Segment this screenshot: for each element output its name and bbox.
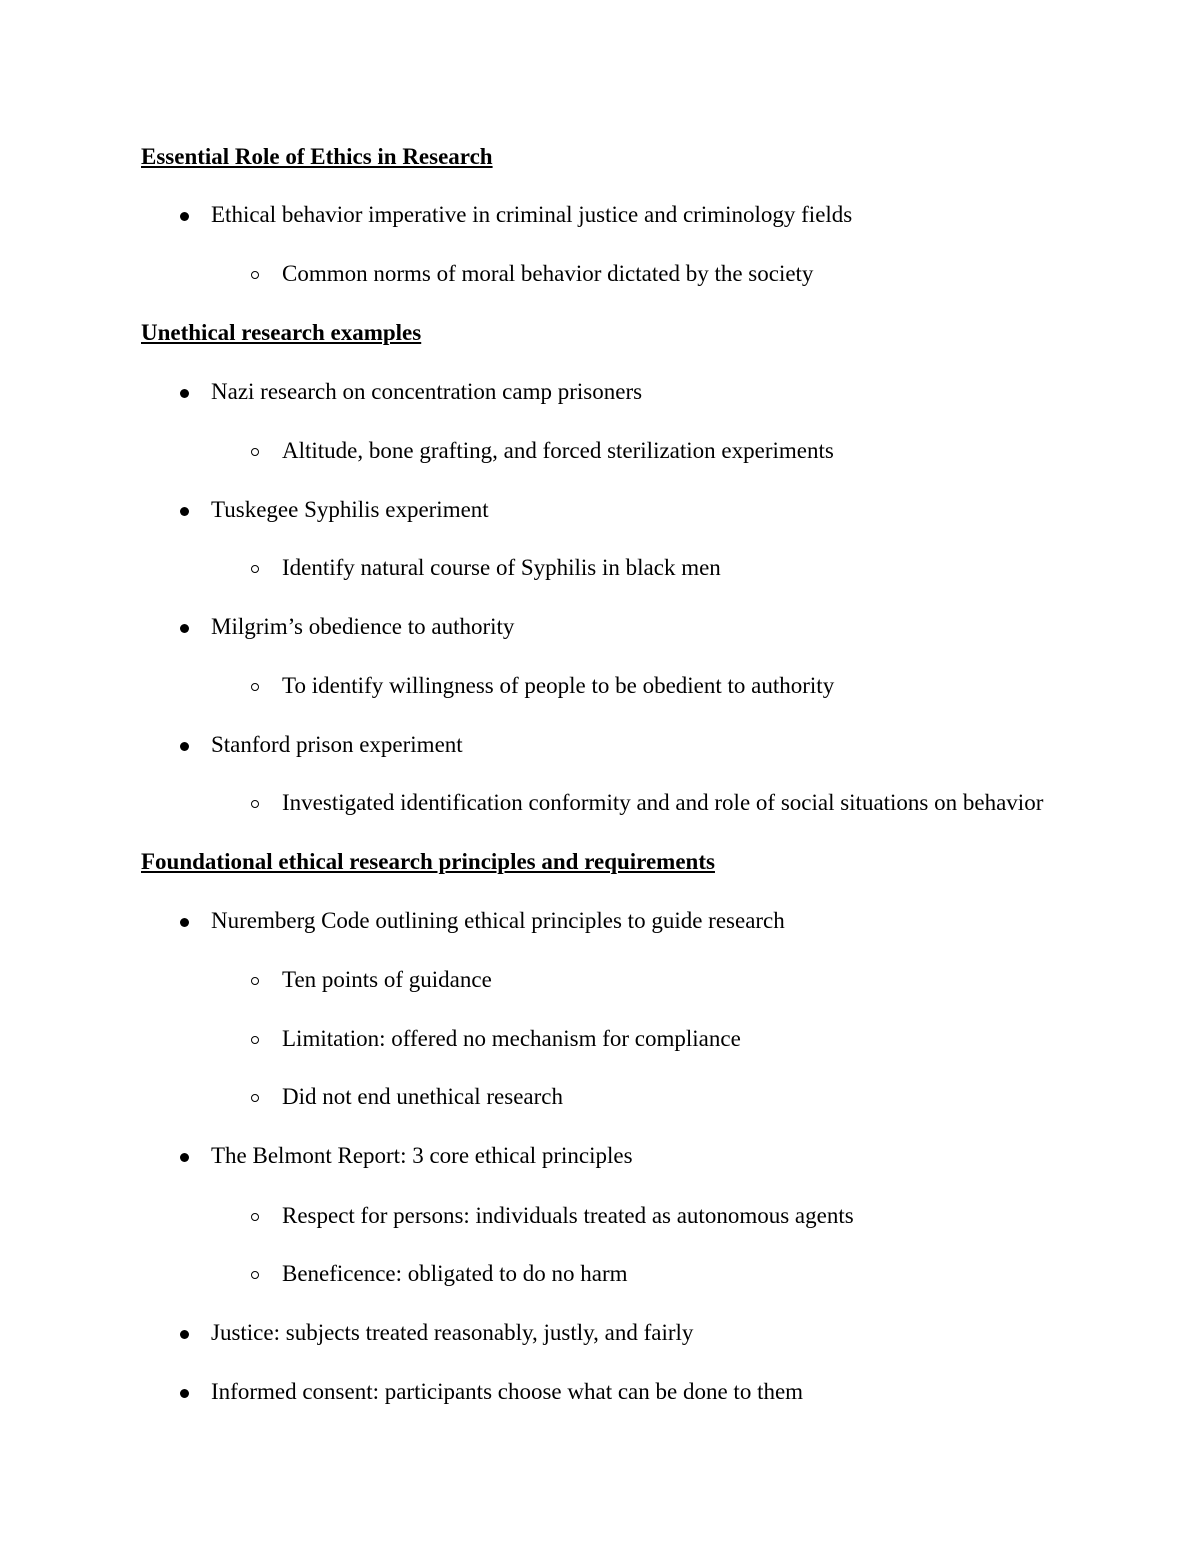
bullet-icon	[180, 742, 189, 751]
sub-list-item: Ten points of guidance	[282, 967, 492, 992]
bullet-icon	[180, 1153, 189, 1162]
sub-list-item: Beneficence: obligated to do no harm	[282, 1261, 628, 1286]
sub-list-item: Investigated identification conformity and and role of social situations on behavior	[282, 790, 1044, 815]
hollow-bullet-icon	[251, 565, 259, 573]
sub-list-item: Did not end unethical research	[282, 1084, 563, 1109]
bullet-icon	[180, 1389, 189, 1398]
list-item: Milgrim’s obedience to authority	[211, 614, 515, 639]
hollow-bullet-icon	[251, 271, 259, 279]
list-item: Nuremberg Code outlining ethical principles to guide research	[211, 908, 785, 933]
hollow-bullet-icon	[251, 448, 259, 456]
hollow-bullet-icon	[251, 1036, 259, 1044]
list-item: Nazi research on concentration camp prisoners	[211, 379, 643, 404]
list-item: Informed consent: participants choose what can be done to them	[211, 1379, 804, 1404]
sub-list-item: To identify willingness of people to be obedient to authority	[282, 673, 835, 698]
bullet-icon	[180, 507, 189, 516]
bullet-icon	[180, 212, 189, 221]
list-item: Justice: subjects treated reasonably, justly, and fairly	[211, 1320, 694, 1345]
sub-list-item: Common norms of moral behavior dictated by the society	[282, 261, 814, 286]
bullet-icon	[180, 624, 189, 633]
hollow-bullet-icon	[251, 683, 259, 691]
bullet-icon	[180, 389, 189, 398]
section-heading: Unethical research examples	[141, 320, 422, 345]
sub-list-item: Respect for persons: individuals treated as autonomous agents	[282, 1203, 854, 1228]
sub-list-item: Limitation: offered no mechanism for compliance	[282, 1026, 741, 1051]
section-heading: Essential Role of Ethics in Research	[141, 144, 493, 169]
list-item: Ethical behavior imperative in criminal justice and criminology fields	[211, 202, 853, 227]
list-item: Tuskegee Syphilis experiment	[211, 497, 489, 522]
hollow-bullet-icon	[251, 977, 259, 985]
hollow-bullet-icon	[251, 1213, 259, 1221]
sub-list-item: Altitude, bone grafting, and forced sterilization experiments	[282, 438, 834, 463]
bullet-icon	[180, 1330, 189, 1339]
section-heading: Foundational ethical research principles and requirements	[141, 849, 715, 874]
hollow-bullet-icon	[251, 800, 259, 808]
bullet-icon	[180, 918, 189, 927]
list-item: Stanford prison experiment	[211, 732, 463, 757]
sub-list-item: Identify natural course of Syphilis in black men	[282, 555, 721, 580]
hollow-bullet-icon	[251, 1271, 259, 1279]
hollow-bullet-icon	[251, 1094, 259, 1102]
list-item: The Belmont Report: 3 core ethical principles	[211, 1143, 633, 1168]
